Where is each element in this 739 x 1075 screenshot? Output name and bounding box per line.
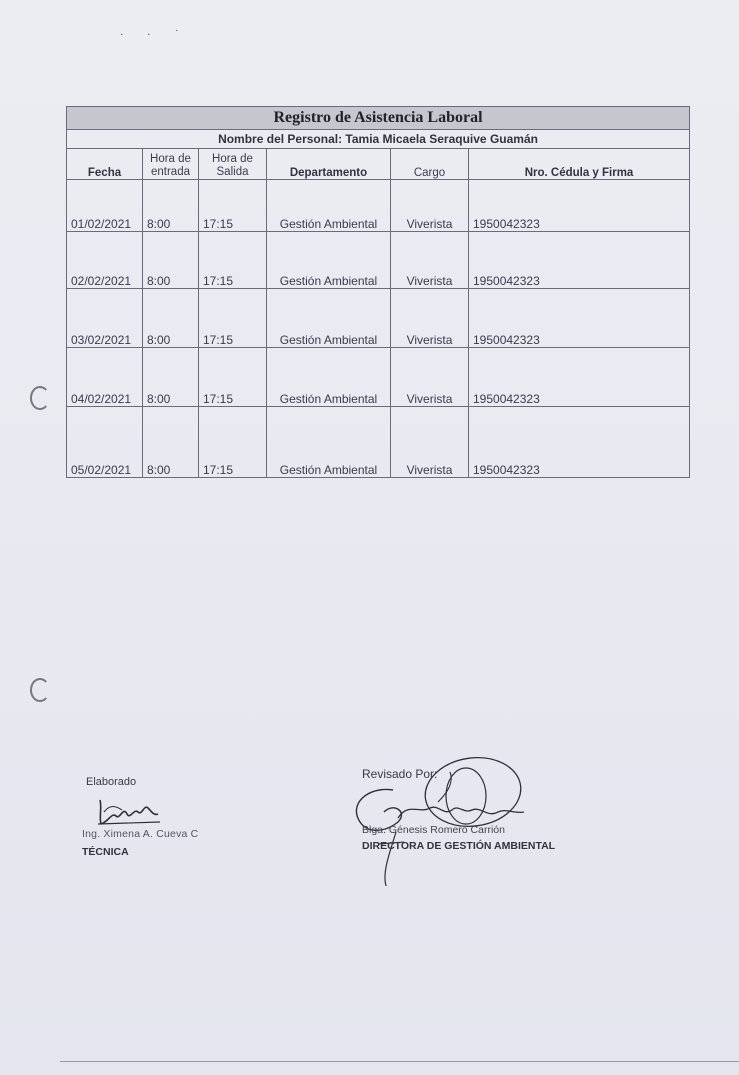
table-row bbox=[67, 289, 690, 348]
personal-name: Nombre del Personal: Tamia Micaela Seraquive Guamán bbox=[67, 130, 690, 149]
punch-hole-icon bbox=[30, 386, 50, 410]
cell-salida: 17:15 bbox=[199, 348, 267, 407]
page-bottom-line bbox=[60, 1061, 739, 1062]
cell-cedula: 1950042323 bbox=[469, 232, 690, 289]
cell-fecha: 01/02/2021 bbox=[67, 180, 143, 232]
table-row bbox=[67, 180, 690, 232]
cell-entrada: 8:00 bbox=[143, 348, 199, 407]
cell-cargo: Viverista bbox=[391, 180, 469, 232]
cell-departamento: Gestión Ambiental bbox=[267, 348, 391, 407]
cell-departamento: Gestión Ambiental bbox=[267, 232, 391, 289]
cell-salida: 17:15 bbox=[199, 232, 267, 289]
revisado-label: Revisado Por: bbox=[362, 767, 438, 781]
table-row bbox=[67, 407, 690, 478]
attendance-table bbox=[66, 106, 690, 478]
cell-departamento: Gestión Ambiental bbox=[267, 407, 391, 478]
col-departamento: Departamento bbox=[267, 149, 391, 180]
revisado-name: Blga. Génesis Romero Carrión bbox=[362, 824, 505, 836]
elaborado-name: Ing. Ximena A. Cueva C bbox=[82, 828, 199, 840]
elaborado-role: TÉCNICA bbox=[82, 846, 129, 858]
col-hora-salida: Hora de Salida bbox=[199, 149, 267, 180]
table-row bbox=[67, 348, 690, 407]
col-fecha: Fecha bbox=[67, 149, 143, 180]
col-cargo: Cargo bbox=[391, 149, 469, 180]
cell-salida: 17:15 bbox=[199, 289, 267, 348]
cell-salida: 17:15 bbox=[199, 180, 267, 232]
col-hora-entrada: Hora de entrada bbox=[143, 149, 199, 180]
revisado-role: DIRECTORA DE GESTIÓN AMBIENTAL bbox=[362, 840, 556, 852]
col-cedula-firma: Nro. Cédula y Firma bbox=[469, 149, 690, 180]
scan-specks: · ‧ ˙ bbox=[120, 28, 190, 41]
cell-fecha: 02/02/2021 bbox=[67, 232, 143, 289]
cell-entrada: 8:00 bbox=[143, 407, 199, 478]
cell-salida: 17:15 bbox=[199, 407, 267, 478]
cell-cedula: 1950042323 bbox=[469, 289, 690, 348]
cell-cargo: Viverista bbox=[391, 348, 469, 407]
document-title: Registro de Asistencia Laboral bbox=[67, 107, 690, 130]
table-row bbox=[67, 232, 690, 289]
cell-cargo: Viverista bbox=[391, 407, 469, 478]
cell-fecha: 04/02/2021 bbox=[67, 348, 143, 407]
elaborado-label: Elaborado bbox=[86, 776, 137, 788]
cell-cedula: 1950042323 bbox=[469, 348, 690, 407]
cell-entrada: 8:00 bbox=[143, 232, 199, 289]
signature-icon bbox=[96, 794, 162, 830]
cell-departamento: Gestión Ambiental bbox=[267, 289, 391, 348]
cell-fecha: 05/02/2021 bbox=[67, 407, 143, 478]
cell-entrada: 8:00 bbox=[143, 289, 199, 348]
cell-cedula: 1950042323 bbox=[469, 407, 690, 478]
cell-entrada: 8:00 bbox=[143, 180, 199, 232]
cell-fecha: 03/02/2021 bbox=[67, 289, 143, 348]
cell-cedula: 1950042323 bbox=[469, 180, 690, 232]
cell-cargo: Viverista bbox=[391, 289, 469, 348]
cell-departamento: Gestión Ambiental bbox=[267, 180, 391, 232]
table-header bbox=[67, 149, 690, 180]
cell-cargo: Viverista bbox=[391, 232, 469, 289]
punch-hole-icon bbox=[30, 678, 50, 702]
